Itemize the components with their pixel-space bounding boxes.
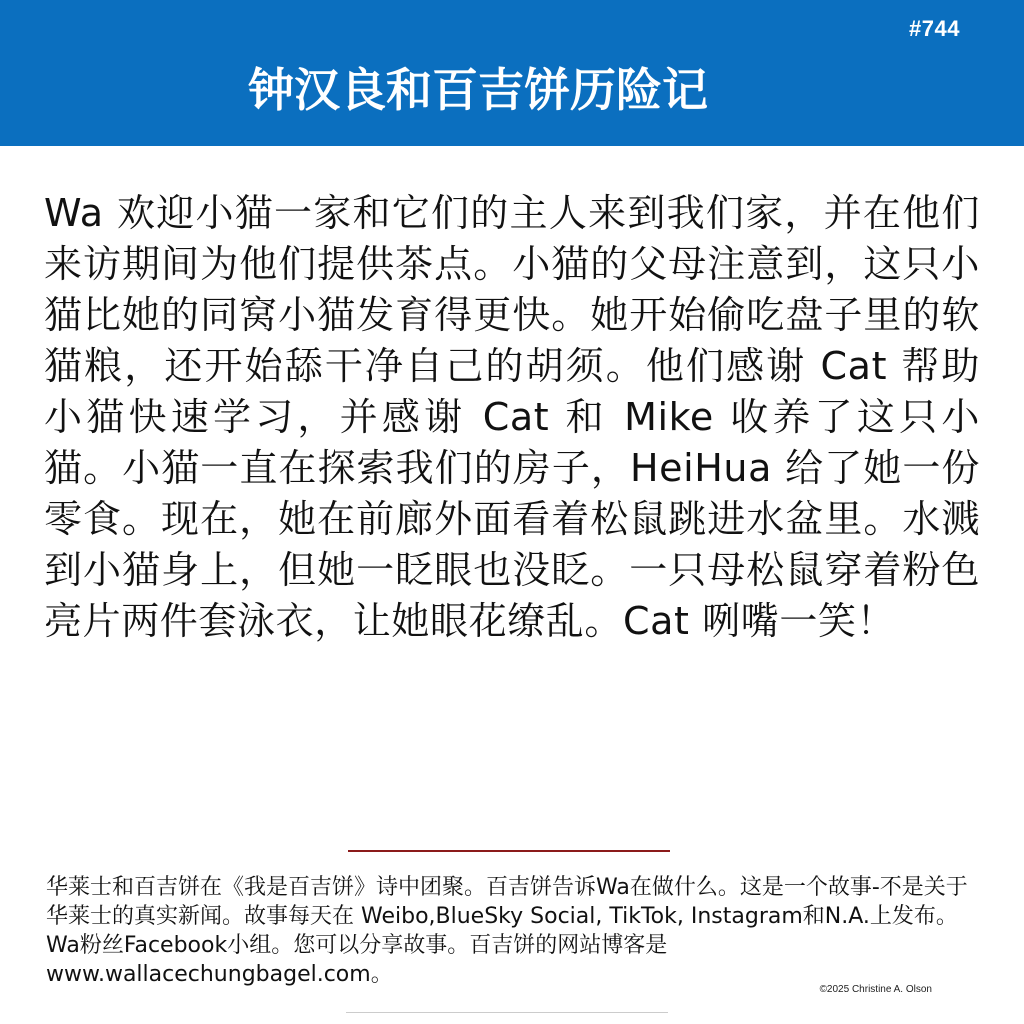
story-text: Wa 欢迎小猫一家和它们的主人来到我们家，并在他们来访期间为他们提供茶点。小猫的父母注意到，这只小猫比她的同窝小猫发育得更快。她开始偷吃盘子里的软猫粮，还开始舔干净自己的胡须。他们感谢 Cat 帮助小猫快速学习，并感谢 Cat 和 Mike 收养了这只小猫。小猫一直在探索我们的房子，HeiHua 给了她一份零食。现在，她在前廊外面看着松鼠跳进水盆里。水溅到小猫身上，但她一眨眼也没眨。一只母松鼠穿着粉色亮片两件套泳衣，让她眼花缭乱。Cat 咧嘴一笑！ [44,191,980,643]
header-banner [0,0,1024,146]
bottom-rule [346,1012,668,1013]
episode-number: #744 [909,16,960,41]
page-title: 钟汉良和百吉饼历险记 [248,63,708,117]
footer-note: 华莱士和百吉饼在《我是百吉饼》诗中团聚。百吉饼告诉Wa在做什么。这是一个故事-不是关于华莱士的真实新闻。故事每天在 Weibo,BlueSky Social, TikTok, Instagram和N.A.上发布。Wa粉丝Facebook小组。您可以分享故事。百吉饼的网站博客是www.wallacechungbagel.com。 [46,875,968,987]
divider-line [348,850,670,852]
copyright-notice: ©2025 Christine A. Olson [819,984,932,995]
